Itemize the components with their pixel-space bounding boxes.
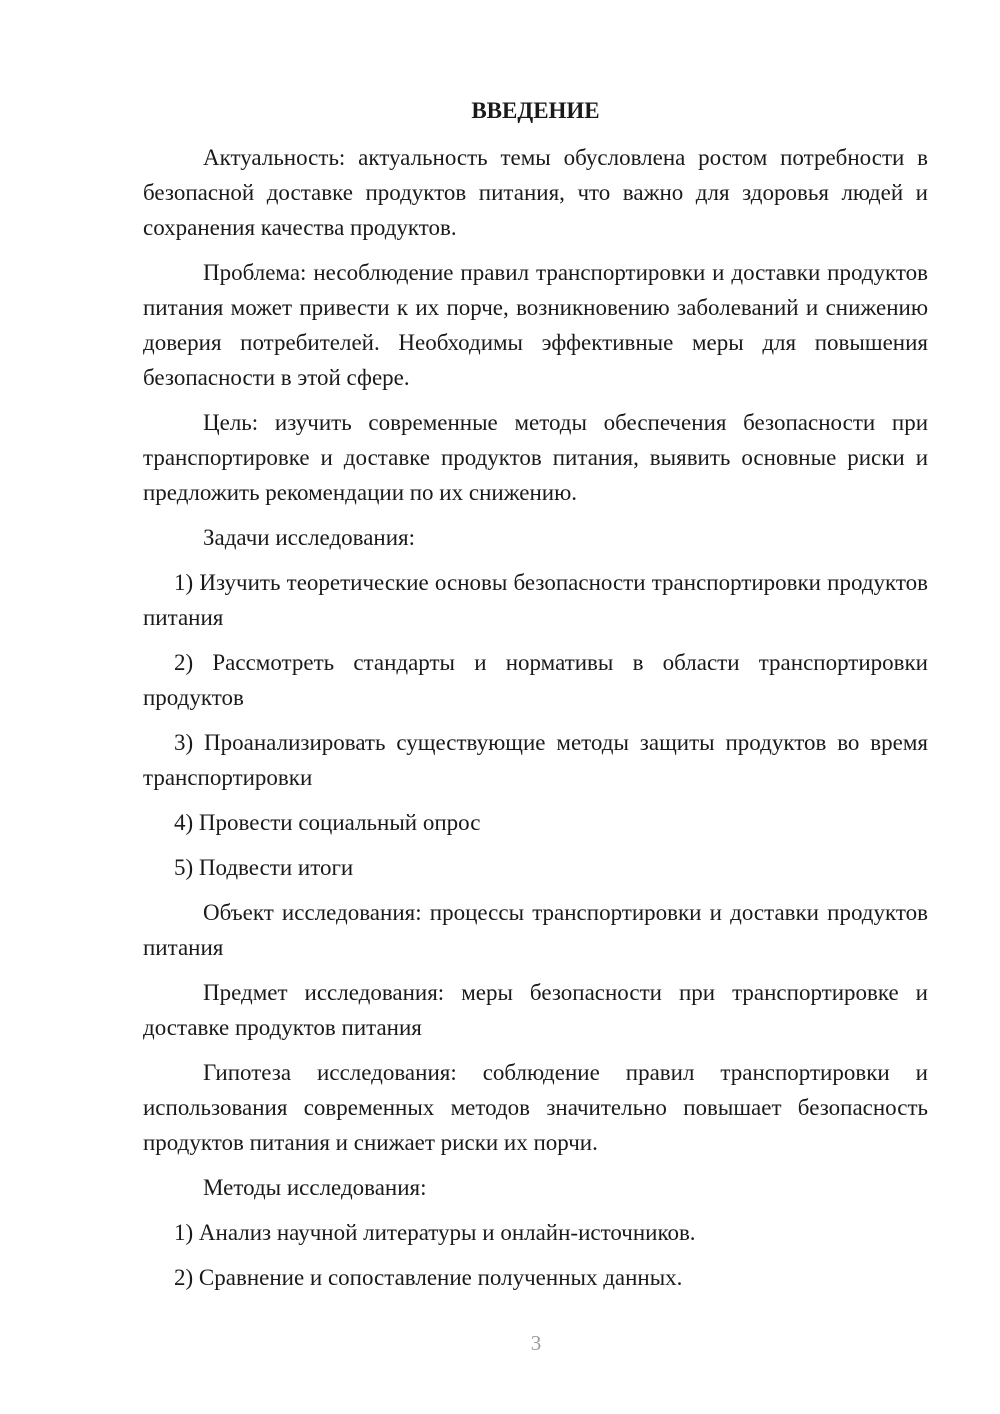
tasks-heading: Задачи исследования: bbox=[203, 525, 416, 550]
goal-paragraph: Цель: изучить современные методы обеспечения безопасности при транспортировке и доставке продуктов питания, выявить основные риски и предложить рекомендации по их снижению. bbox=[143, 410, 928, 505]
method-item-2: 2) Сравнение и сопоставление полученных данных. bbox=[174, 1265, 683, 1290]
methods-heading: Методы исследования: bbox=[203, 1175, 427, 1200]
task-item-5: 5) Подвести итоги bbox=[174, 855, 354, 880]
task-item-2: 2) Рассмотреть стандарты и нормативы в области транспортировки продуктов bbox=[143, 650, 928, 710]
page-number: 3 bbox=[530, 1331, 542, 1355]
page-content bbox=[143, 93, 928, 1305]
subject-paragraph: Предмет исследования: меры безопасности при транспортировке и доставке продуктов питания bbox=[143, 980, 928, 1040]
task-item-3: 3) Проанализировать существующие методы защиты продуктов во время транспортировки bbox=[143, 730, 928, 790]
relevance-paragraph: Актуальность: актуальность темы обусловлена ростом потребности в безопасной доставке продуктов питания, что важно для здоровья людей и сохранения качества продуктов. bbox=[143, 145, 928, 240]
task-item-4: 4) Провести социальный опрос bbox=[174, 810, 481, 835]
method-item-1: 1) Анализ научной литературы и онлайн-источников. bbox=[174, 1220, 696, 1245]
task-item-1: 1) Изучить теоретические основы безопасности транспортировки продуктов питания bbox=[143, 570, 928, 630]
hypothesis-paragraph: Гипотеза исследования: соблюдение правил транспортировки и использования современных методов значительно повышает безопасность продуктов питания и снижает риски их порчи. bbox=[143, 1060, 928, 1155]
problem-paragraph: Проблема: несоблюдение правил транспортировки и доставки продуктов питания может привести к их порче, возникновению заболеваний и снижению доверия потребителей. Необходимы эффективные меры для повышения безопасности в этой сфере. bbox=[143, 260, 928, 390]
page-title: ВВЕДЕНИЕ bbox=[471, 98, 600, 123]
object-paragraph: Объект исследования: процессы транспортировки и доставки продуктов питания bbox=[143, 900, 928, 960]
